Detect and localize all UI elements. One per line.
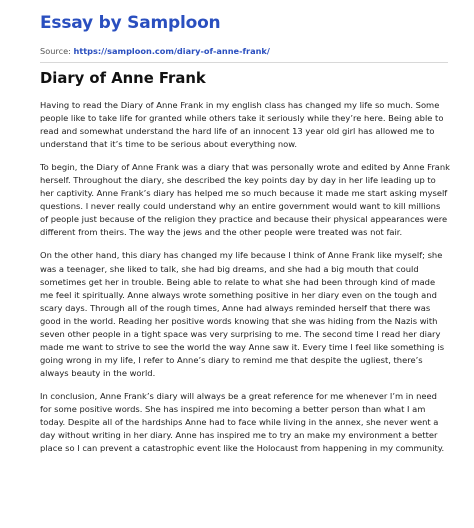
- source-label: Source:: [40, 46, 71, 56]
- essay-body: [40, 99, 450, 465]
- source-link[interactable]: https://samploon.com/diary-of-anne-frank/: [73, 46, 270, 56]
- essay-paragraph-2: To begin, the Diary of Anne Frank was a diary that was personally wrote and edited by Anne Frank herself. Throughout the diary, she described the key points day by day in her life leading up to her captivity. Anne Frank’s diary has helped me so much because it made me start asking myself questions. I never really could understand why an entire government would want to kill millions of people just because of the religion they practice and because their physical appearances were different from theirs. The way the jews and the other people were treated was not fair.: [40, 162, 450, 238]
- essay-paragraph-1: Having to read the Diary of Anne Frank in my english class has changed my life so much. Some people like to take life for granted while others take it seriously while they’re here. Being able to read and somewhat understand the hard life of an innocent 13 year old girl has allowed me to understand that it’s time to be serious about everything now.: [40, 100, 444, 150]
- header-divider: [40, 62, 448, 63]
- essay-title: Diary of Anne Frank: [40, 70, 206, 87]
- essay-paragraph-4: In conclusion, Anne Frank’s diary will always be a great reference for me whenever I’m in need for some positive words. She has inspired me into becoming a better person than what I am today. Despite all of the hardships Anne had to face while living in the annex, she never went a day without writing in her diary. Anne has inspired me to try an make my environment a better place so I can prevent a catastrophic event like the Holocaust from happening in my community.: [40, 390, 445, 454]
- site-brand-title: Essay by Samploon: [40, 13, 221, 33]
- source-line: [40, 46, 270, 56]
- essay-paragraph-3: On the other hand, this diary has changed my life because I think of Anne Frank like myself; she was a teenager, she liked to talk, she had big dreams, and she had a big mouth that could sometimes get her in trouble. Being able to relate to what she had been through kind of made me feel it spiritually. Anne always wrote something positive in her diary even on the tough and scary days. Through all of the rough times, Anne had always reminded herself that there was good in the world. Reading her positive words knowing that she was hiding from the Nazis with seven other people in a tight space was very surprising to me. The second time I read her diary made me want to strive to see the world the way Anne saw it. Every time I feel like something is going wrong in my life, I refer to Anne’s diary to remind me that despite the ugliest, there’s always beauty in the world.: [40, 250, 445, 378]
